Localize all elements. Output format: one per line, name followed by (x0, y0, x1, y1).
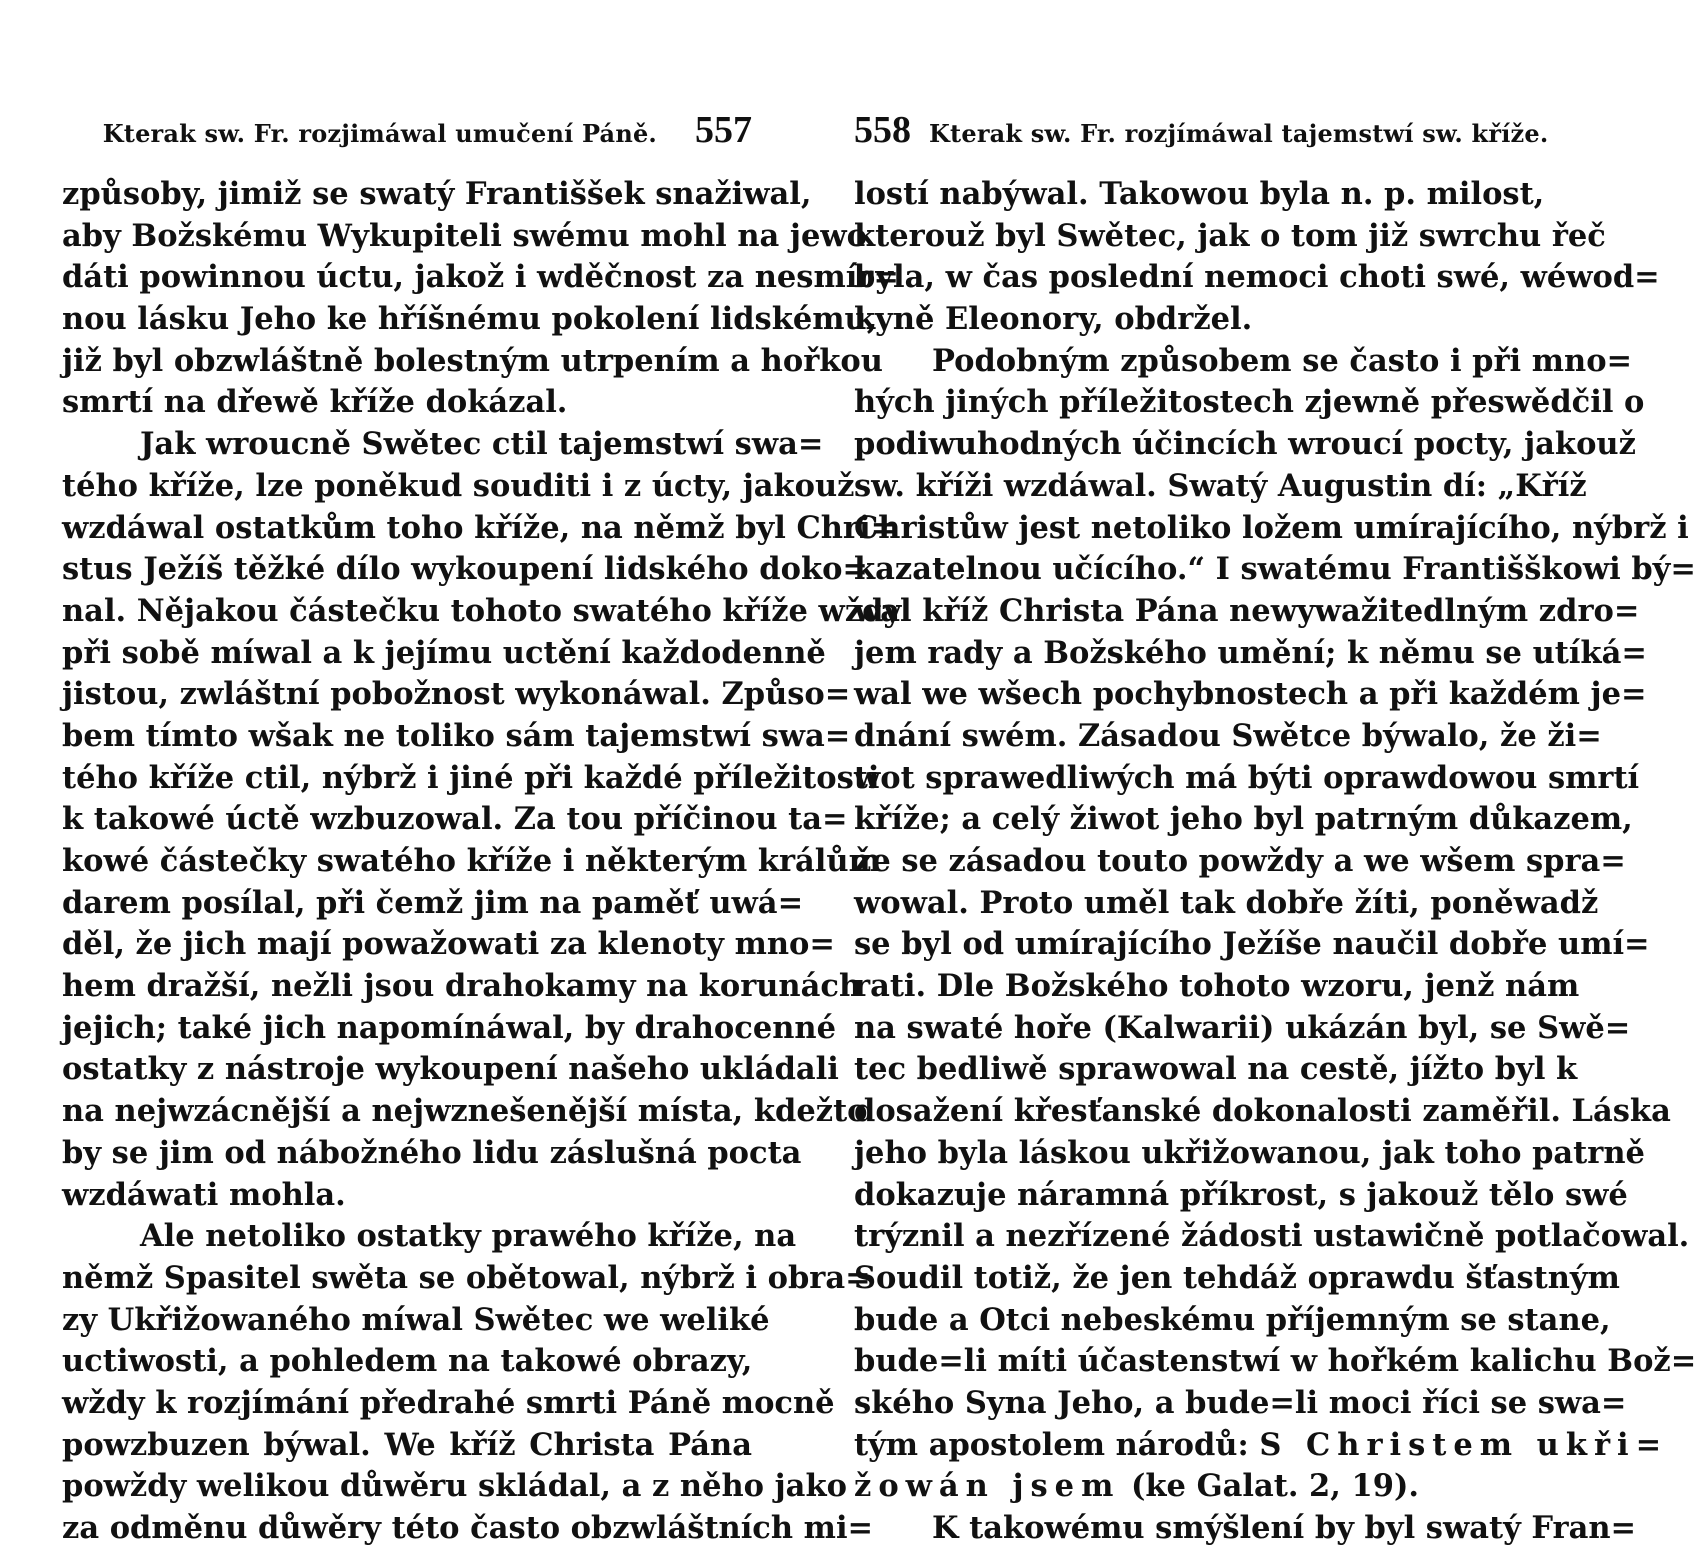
text-line: tého kříže, lze poněkud souditi i z úcty, jakouž (62, 467, 855, 504)
text-line: wal kříž Christa Pána newywažitedlným zdro= (854, 592, 1640, 629)
left-body-text (62, 174, 902, 1550)
text-line: lostí nabýwal. Takowou byla n. p. milost, (854, 176, 1545, 212)
text-line: při sobě míwal a k jejímu uctění každodenně (62, 634, 826, 671)
emphasized-text: S Christem ukři= (1259, 1426, 1669, 1463)
text-line: k takowé úctě wzbuzowal. Za tou příčinou ta= (62, 801, 848, 838)
text-line: byla, w čas poslední nemoci choti swé, wéwod= (854, 259, 1660, 296)
text-line: hých jiných příležitostech zjewně přeswědčil o (854, 384, 1645, 421)
text-line: dosažení křesťanské dokonalosti zaměřil. Láska (854, 1093, 1671, 1130)
text-line: se byl od umírajícího Ježíše naučil dobře umí= (854, 926, 1650, 963)
text-line: hem dražší, nežli jsou drahokamy na korunách (62, 968, 862, 1005)
text-line: kowé částečky swatého kříže i některým králům (62, 843, 881, 879)
left-page-number: 557 (695, 109, 752, 151)
text-line: tec bedliwě sprawowal na cestě, jížto byl k (854, 1051, 1578, 1088)
right-body-text (854, 174, 1696, 1550)
text-line: na swaté hoře (Kalwarii) ukázán byl, se Swě= (854, 1009, 1631, 1046)
text-line: že se zásadou touto powždy a we wšem spra= (854, 843, 1626, 879)
text-fragment: (ke Galat. 2, 19). (1130, 1468, 1420, 1505)
text-line: powždy welikou důwěru skládal, a z něho jako (62, 1468, 847, 1505)
text-line: sw. kříži wzdáwal. Swatý Augustin dí: „Kříž (854, 467, 1587, 504)
right-header-title: Kterak sw. Fr. rozjímáwal tajemstwí sw. kříže. (929, 119, 1549, 148)
text-line: bude a Otci nebeskému příjemným se stane, (854, 1301, 1611, 1338)
right-page (854, 108, 1696, 1550)
emphasized-text: žowán jsem (854, 1468, 1121, 1505)
text-line: stus Ježíš těžké dílo wykoupení lidského doko= (62, 551, 868, 588)
text-line: wowal. Proto uměl tak dobře žíti, poněwadž (854, 884, 1599, 921)
text-line: Jak wroucně Swětec ctil tajemstwí swa= (140, 426, 824, 463)
text-line: Soudil totiž, že jen tehdáž oprawdu šťastným (854, 1259, 1620, 1296)
text-line: způsoby, jimiž se swatý Františšek snažiwal, (62, 176, 812, 212)
text-line: rati. Dle Božského tohoto wzoru, jenž nám (854, 968, 1580, 1005)
text-line: jem rady a Božského umění; k němu se utíká= (854, 634, 1647, 671)
text-line: powzbuzen býwal. We kříž Christa Pána (62, 1426, 752, 1463)
text-line: ostatky z nástroje wykoupení našeho ukládali (62, 1051, 839, 1088)
text-line: podiwuhodných účincích wroucí pocty, jakouž (854, 426, 1636, 463)
text-line: smrtí na dřewě kříže dokázal. (62, 384, 568, 421)
text-line: ského Syna Jeho, a bude=li moci říci se swa= (854, 1384, 1627, 1421)
text-line: děl, že jich mají powažowati za klenoty mno= (62, 926, 835, 963)
text-line: by se jim od nábožného lidu záslušná pocta (62, 1134, 802, 1171)
right-running-head (854, 108, 1549, 160)
text-line: kříže; a celý žiwot jeho byl patrným důkazem, (854, 801, 1633, 838)
text-line: darem posílal, při čemž jim na paměť uwá= (62, 884, 804, 921)
text-line: wal we wšech pochybnostech a při každém je= (854, 676, 1647, 713)
text-line: na nejwzácnější a nejwznešenější místa, kdežto (62, 1093, 868, 1130)
text-line: Christůw jest netoliko ložem umírajícího, nýbrž i (854, 509, 1689, 546)
text-line (854, 1466, 1544, 1508)
right-page-number: 558 (854, 109, 911, 151)
text-line: jejich; také jich napomínáwal, by drahocenné (62, 1009, 836, 1046)
text-line: wzdáwal ostatkům toho kříže, na němž byl Chri= (62, 509, 897, 546)
text-line: Podobným způsobem se často i při mno= (932, 342, 1633, 379)
text-line: wot sprawedliwých má býti oprawdowou smrtí (854, 759, 1640, 796)
text-line: kterouž byl Swětec, jak o tom již swrchu řeč (854, 217, 1606, 254)
text-line: Ale netoliko ostatky prawého kříže, na (140, 1218, 797, 1255)
text-line: jistou, zwláštní pobožnost wykonáwal. Způso= (62, 676, 851, 713)
text-line: aby Božskému Wykupiteli swému mohl na jewo (62, 217, 867, 254)
left-running-head (62, 108, 752, 160)
text-line: dnání swém. Zásadou Swětce býwalo, že ži= (854, 717, 1602, 754)
text-line: dokazuje náramná příkrost, s jakouž tělo swé (854, 1176, 1628, 1213)
text-line: bude=li míti účastenstwí w hořkém kalichu Bož= (854, 1343, 1696, 1380)
text-line (854, 1425, 1669, 1467)
text-line: trýznil a nezřízené žádosti ustawičně potlačowal. (854, 1218, 1690, 1255)
text-line: již byl obzwláštně bolestným utrpením a hořkou (62, 342, 883, 379)
text-line: K takowému smýšlení by byl swatý Fran= (932, 1510, 1637, 1546)
text-line: uctiwosti, a pohledem na takowé obrazy, (62, 1343, 753, 1380)
text-line: nal. Nějakou částečku tohoto swatého kříže wždy (62, 592, 902, 629)
text-line: němž Spasitel swěta se obětowal, nýbrž i obra= (62, 1259, 871, 1296)
text-line: za odměnu důwěry této často obzwláštních mi= (62, 1510, 874, 1546)
text-line: dáti powinnou úctu, jakož i wděčnost za nesmír= (62, 259, 899, 296)
text-fragment: tým apostolem národů: (854, 1426, 1249, 1463)
text-line: kazatelnou učícího.“ I swatému Františškowi bý= (854, 551, 1696, 588)
text-line: nou lásku Jeho ke hříšnému pokolení lidskému, (62, 301, 878, 338)
text-line: kyně Eleonory, obdržel. (854, 301, 1253, 338)
left-header-title: Kterak sw. Fr. rozjimáwal umučení Páně. (102, 119, 657, 148)
text-line: tého kříže ctil, nýbrž i jiné při každé příležitosti (62, 759, 880, 796)
text-line: wzdáwati mohla. (62, 1176, 346, 1213)
text-line: jeho byla láskou ukřižowanou, jak toho patrně (854, 1134, 1645, 1171)
text-line: zy Ukřižowaného míwal Swětec we weliké (62, 1301, 770, 1338)
text-line: bem tímto wšak ne toliko sám tajemstwí swa= (62, 717, 851, 754)
text-line: wždy k rozjímání předrahé smrti Páně mocně (62, 1384, 835, 1421)
